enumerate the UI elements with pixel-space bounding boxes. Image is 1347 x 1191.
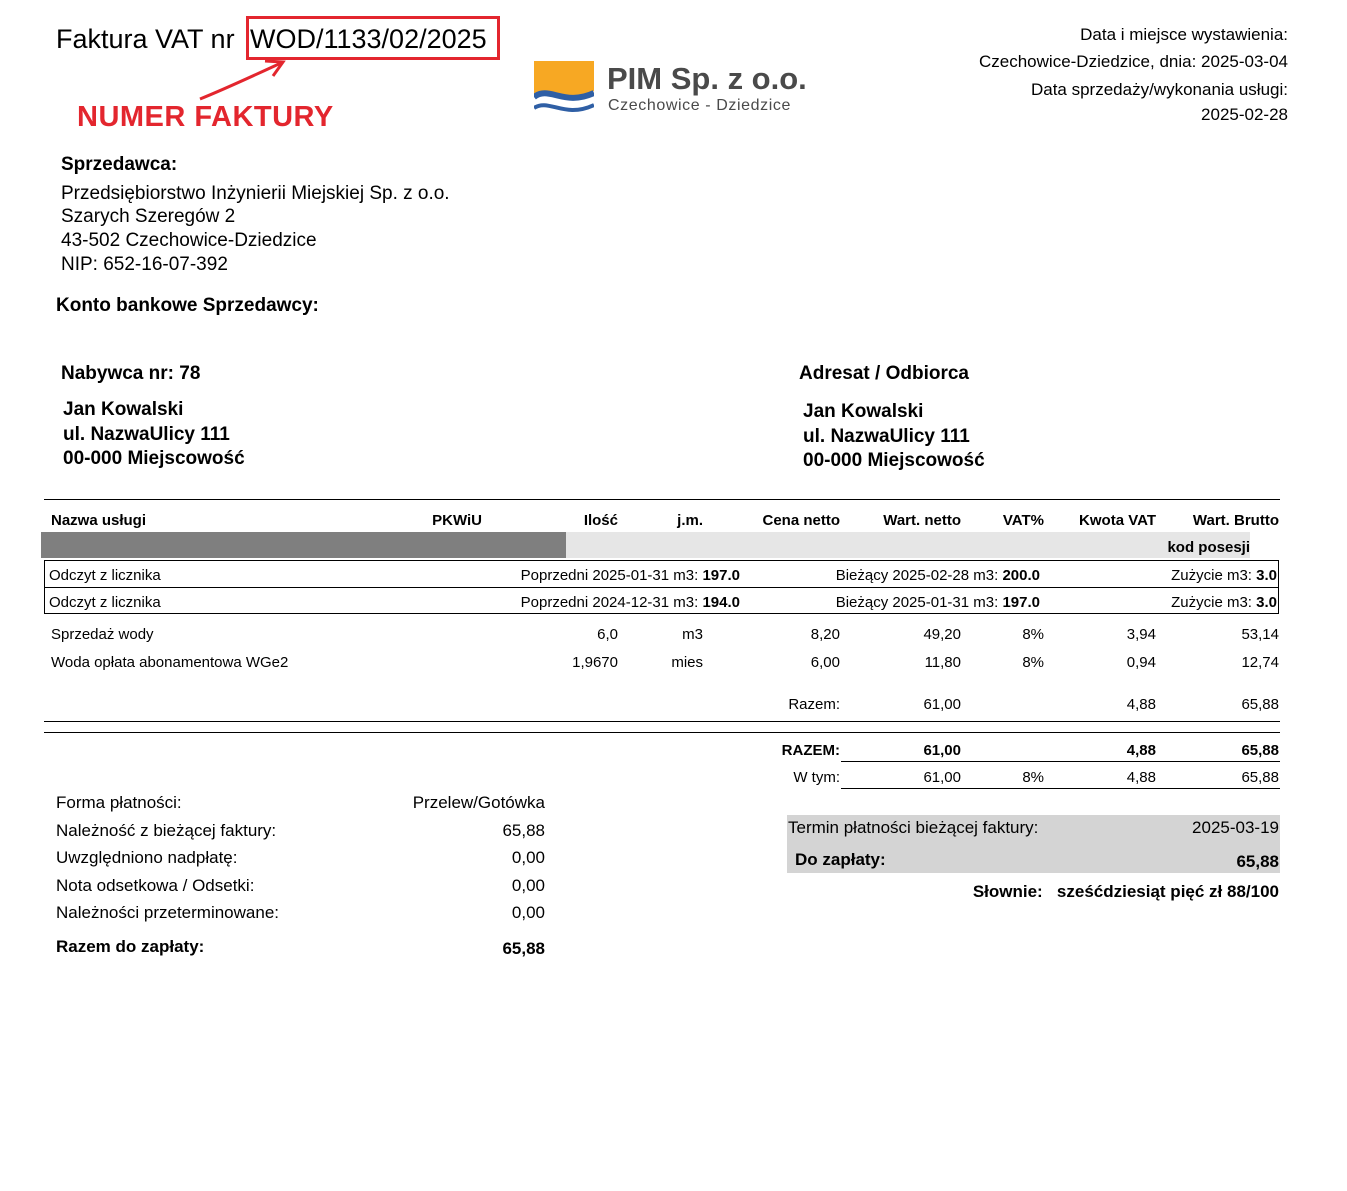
- meter-prev-text: Poprzedni 2024-12-31 m3:: [520, 594, 699, 611]
- payment-value: 0,00: [511, 848, 545, 867]
- col-header-pkwiu: PKWiU: [432, 512, 482, 529]
- seller-nip: NIP: 652-16-07-392: [61, 254, 228, 275]
- meter-usage: [1171, 567, 1277, 584]
- recipient-heading: Adresat / Odbiorca: [799, 363, 969, 384]
- due-term-value: 2025-03-19: [1192, 818, 1279, 837]
- buyer-city: 00-000 Miejscowość: [63, 448, 245, 469]
- row-vat: 0,94: [1126, 654, 1156, 671]
- of-which-vat: 4,88: [1126, 769, 1156, 786]
- seller-heading: Sprzedawca:: [61, 154, 178, 175]
- of-which-gross: 65,88: [1241, 769, 1279, 786]
- total-underline: [841, 761, 1280, 762]
- recipient-city: 00-000 Miejscowość: [803, 450, 985, 471]
- payment-value: 0,00: [511, 903, 545, 922]
- row-gross: 53,14: [1241, 626, 1279, 643]
- payment-total-value: 65,88: [502, 939, 545, 958]
- table-top-rule: [44, 499, 1280, 500]
- row-gross: 12,74: [1241, 654, 1279, 671]
- subtotal-rule: [44, 721, 1280, 722]
- row-unit: m3: [682, 626, 703, 643]
- col-header-vat: Kwota VAT: [1079, 512, 1156, 529]
- buyer-name: Jan Kowalski: [63, 399, 184, 420]
- row-net: 11,80: [924, 654, 961, 671]
- issue-date-label: Data i miejsce wystawienia:: [1080, 25, 1288, 44]
- meter-prev-value: 197.0: [702, 567, 740, 584]
- meter-curr-text: Bieżący 2025-02-28 m3:: [835, 567, 999, 584]
- payment-value: 65,88: [502, 821, 545, 840]
- total-vat: 4,88: [1126, 742, 1156, 759]
- col-header-net: Wart. netto: [883, 512, 961, 529]
- row-vat: 3,94: [1126, 626, 1156, 643]
- payment-label: Nota odsetkowa / Odsetki:: [56, 876, 255, 895]
- recipient-name: Jan Kowalski: [803, 401, 924, 422]
- of-which-vat-pct: 8%: [1022, 769, 1044, 786]
- seller-name: Przedsiębiorstwo Inżynierii Miejskiej Sp. z o.o.: [61, 183, 450, 204]
- meter-curr-value: 200.0: [1002, 567, 1040, 584]
- row-name: Woda opłata abonamentowa WGe2: [51, 654, 289, 671]
- total-top-rule: [44, 732, 1280, 733]
- payment-label: Należności przeterminowane:: [56, 903, 279, 922]
- due-pay-value: 65,88: [1236, 852, 1279, 871]
- payment-label: Należność z bieżącej faktury:: [56, 821, 277, 840]
- row-vat-pct: 8%: [1022, 654, 1044, 671]
- buyer-heading: Nabywca nr: 78: [61, 363, 201, 384]
- property-bar-light: [566, 532, 1250, 558]
- company-logo-name: PIM Sp. z o.o.: [607, 61, 807, 96]
- payment-value: Przelew/Gotówka: [412, 793, 545, 812]
- annotation-label: NUMER FAKTURY: [77, 101, 334, 133]
- meter-curr-value: 197.0: [1002, 594, 1040, 611]
- of-which-net: 61,00: [923, 769, 961, 786]
- seller-city: 43-502 Czechowice-Dziedzice: [61, 230, 317, 251]
- amount-in-words-label: Słownie:: [972, 882, 1043, 901]
- meter-usage-text: Zużycie m3:: [1171, 594, 1252, 611]
- col-header-price: Cena netto: [762, 512, 840, 529]
- meter-row-label: Odczyt z licznika: [49, 594, 161, 611]
- col-header-gross: Wart. Brutto: [1192, 512, 1279, 529]
- meter-curr: [836, 567, 1040, 584]
- buyer-street: ul. NazwaUlicy 111: [63, 424, 230, 445]
- amount-in-words-value: sześćdziesiąt pięć zł 88/100: [1056, 882, 1279, 901]
- of-which-underline: [841, 788, 1280, 789]
- payment-value: 0,00: [511, 876, 545, 895]
- invoice-title-prefix: Faktura VAT nr: [56, 24, 235, 54]
- col-header-qty: Ilość: [583, 512, 618, 529]
- recipient-street: ul. NazwaUlicy 111: [803, 426, 970, 447]
- meter-curr: [836, 594, 1040, 611]
- property-bar-dark: [41, 532, 566, 558]
- row-vat-pct: 8%: [1022, 626, 1044, 643]
- payment-label: Forma płatności:: [56, 793, 182, 812]
- seller-street: Szarych Szeregów 2: [61, 206, 236, 227]
- company-logo-tagline: Czechowice - Dziedzice: [608, 97, 792, 114]
- payment-label: Uwzględniono nadpłatę:: [56, 848, 238, 867]
- property-code-label: kod posesji: [1167, 539, 1250, 556]
- row-price: 6,00: [810, 654, 840, 671]
- row-qty: 6,0: [597, 626, 618, 643]
- payment-total-label: Razem do zapłaty:: [56, 937, 205, 956]
- sale-date-value: 2025-02-28: [1201, 105, 1288, 124]
- subtotal-vat: 4,88: [1126, 696, 1156, 713]
- meter-prev: [521, 594, 740, 611]
- row-net: 49,20: [923, 626, 961, 643]
- meter-row-separator: [44, 587, 1279, 588]
- total-net: 61,00: [923, 742, 961, 759]
- col-header-unit: j.m.: [677, 512, 703, 529]
- col-header-vat-pct: VAT%: [1002, 512, 1044, 529]
- due-term-label: Termin płatności bieżącej faktury:: [788, 818, 1039, 837]
- invoice-number: WOD/1133/02/2025: [250, 24, 487, 54]
- col-header-name: Nazwa usługi: [51, 512, 147, 529]
- due-pay-label: Do zapłaty:: [795, 850, 886, 869]
- row-qty: 1,9670: [572, 654, 618, 671]
- sale-date-label: Data sprzedaży/wykonania usługi:: [1030, 80, 1288, 99]
- invoice-title: [56, 24, 235, 55]
- meter-usage-value: 3.0: [1256, 567, 1277, 584]
- amount-in-words: [973, 882, 1279, 902]
- row-price: 8,20: [810, 626, 840, 643]
- meter-usage-value: 3.0: [1256, 594, 1277, 611]
- subtotal-gross: 65,88: [1241, 696, 1279, 713]
- meter-prev-text: Poprzedni 2025-01-31 m3:: [520, 567, 699, 584]
- seller-bank-heading: Konto bankowe Sprzedawcy:: [56, 295, 319, 316]
- meter-row-label: Odczyt z licznika: [49, 567, 161, 584]
- subtotal-net: 61,00: [923, 696, 961, 713]
- issue-date-value: Czechowice-Dziedzice, dnia: 2025-03-04: [979, 52, 1288, 71]
- meter-prev-value: 194.0: [702, 594, 740, 611]
- meter-usage: [1171, 594, 1277, 611]
- row-name: Sprzedaż wody: [51, 626, 154, 643]
- meter-curr-text: Bieżący 2025-01-31 m3:: [835, 594, 999, 611]
- total-label: RAZEM:: [781, 742, 840, 759]
- company-logo-icon: [534, 61, 594, 119]
- row-unit: mies: [671, 654, 703, 671]
- annotation-arrow-icon: [195, 55, 295, 105]
- meter-prev: [521, 567, 740, 584]
- total-gross: 65,88: [1241, 742, 1279, 759]
- of-which-label: W tym:: [793, 769, 840, 786]
- subtotal-label: Razem:: [788, 696, 840, 713]
- meter-usage-text: Zużycie m3:: [1171, 567, 1252, 584]
